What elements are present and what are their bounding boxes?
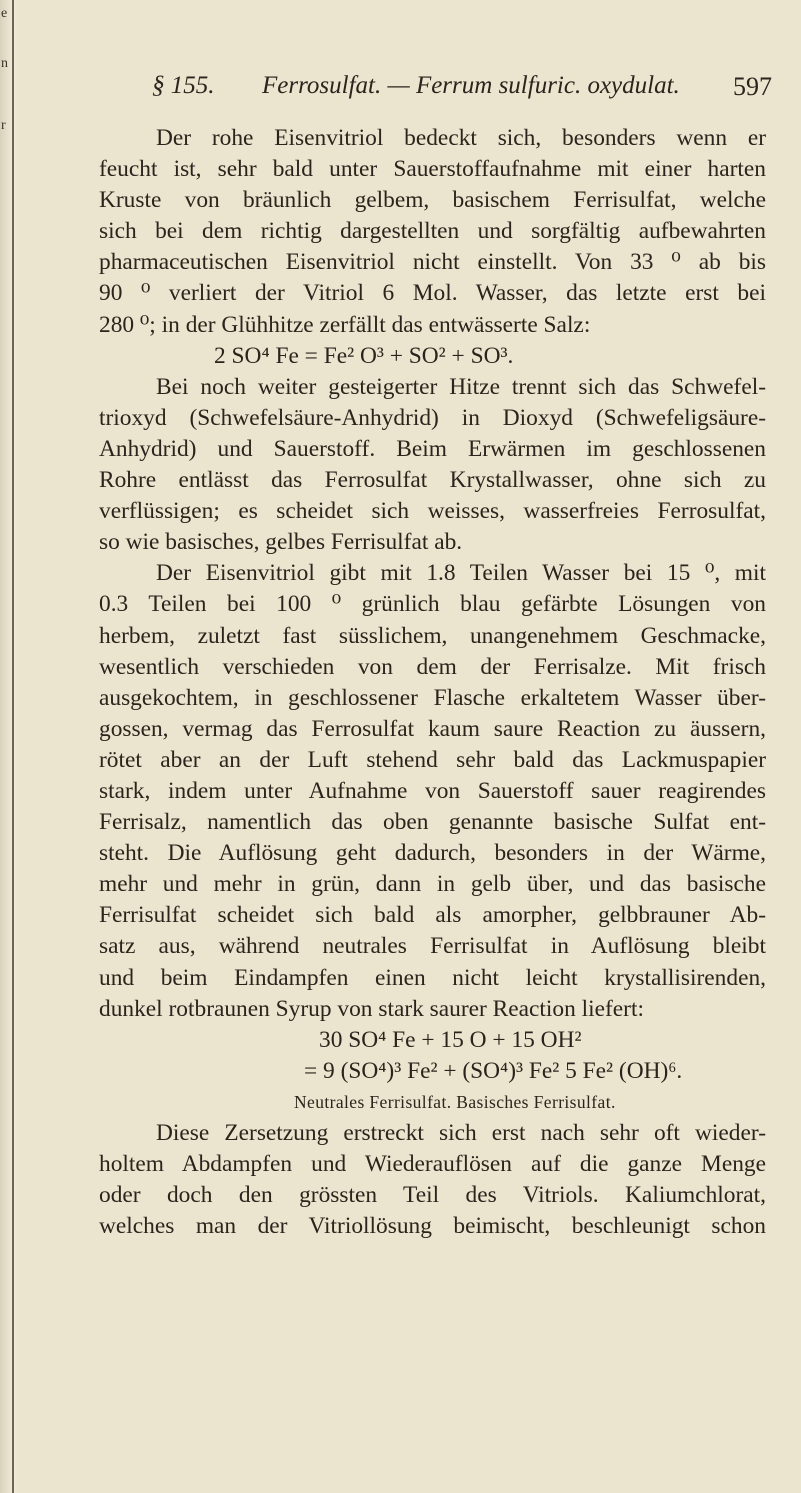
text-line: und beim Eindampfen einen nicht leicht krystallisirenden,: [99, 964, 766, 991]
margin-letter: r: [1, 118, 6, 133]
text-line: ausgekochtem, in geschlossener Flasche erkaltetem Wasser über-: [99, 684, 766, 711]
running-header: [152, 64, 772, 104]
text-line: stark, indem unter Aufnahme von Sauerstoff sauer reagirendes: [99, 777, 766, 804]
text-line: holtem Abdampfen und Wiederauflösen auf die ganze Menge: [99, 1151, 766, 1177]
text-line: Ferrisalz, namentlich das oben genannte basische Sulfat ent-: [99, 809, 766, 836]
text-line: Bei noch weiter gesteigerter Hitze trennt sich das Schwefel-: [156, 373, 766, 400]
text-line: trioxyd (Schwefelsäure-Anhydrid) in Dioxyd (Schwefeligsäure-: [99, 404, 766, 431]
text-line: 90 ⁰ verliert der Vitriol 6 Mol. Wasser, das letzte erst bei: [99, 280, 766, 307]
text-line: mehr und mehr in grün, dann in gelb über, und das basische: [99, 871, 766, 898]
text-line: satz aus, während neutrales Ferrisulfat in Auflösung bleibt: [99, 933, 766, 960]
text-line: Diese Zersetzung erstreckt sich erst nach sehr oft wieder-: [156, 1119, 766, 1146]
text-line: gossen, vermag das Ferrosulfat kaum saure Reaction zu äussern,: [99, 715, 766, 742]
text-line: feucht ist, sehr bald unter Sauerstoffaufnahme mit einer harten: [99, 156, 766, 183]
text-line: herbem, zuletzt fast süsslichem, unangenehmem Geschmacke,: [99, 622, 766, 649]
text-line: 0.3 Teilen bei 100 ⁰ grünlich blau gefärbte Lösungen von: [99, 591, 766, 618]
text-line: Anhydrid) und Sauerstoff. Beim Erwärmen im geschlossenen: [99, 435, 766, 462]
body-text: [99, 123, 766, 1242]
formula-reaction-rhs: = 9 (SO⁴)³ Fe² + (SO⁴)³ Fe² 5 Fe² (OH)⁶.: [304, 1057, 683, 1084]
formula-caption: Neutrales Ferrisulfat. Basisches Ferrisulfat.: [294, 1091, 616, 1112]
margin-letter: e: [1, 6, 8, 21]
formula-reaction-lhs: 30 SO⁴ Fe + 15 O + 15 OH²: [319, 1026, 582, 1053]
text-line: Kruste von bräunlich gelbem, basischem Ferrisulfat, welche: [99, 187, 766, 214]
text-line: dunkel rotbraunen Syrup von stark saurer Reaction liefert:: [99, 995, 644, 1022]
text-line: welches man der Vitriollösung beimischt, beschleunigt schon: [99, 1213, 766, 1240]
text-line: Rohre entlässt das Ferrosulfat Krystallwasser, ohne sich zu: [99, 467, 766, 494]
text-line: oder doch den grössten Teil des Vitriols. Kaliumchlorat,: [99, 1182, 766, 1209]
text-line: Der Eisenvitriol gibt mit 1.8 Teilen Wasser bei 15 ⁰, mit: [156, 560, 766, 587]
text-line: sich bei dem richtig dargestellten und sorgfältig aufbewahrten: [99, 218, 766, 245]
text-line: so wie basisches, gelbes Ferrisulfat ab.: [99, 529, 463, 556]
text-line: wesentlich verschieden von dem der Ferrisalze. Mit frisch: [99, 653, 766, 680]
text-line: verflüssigen; es scheidet sich weisses, wasserfreies Ferrosulfat,: [99, 498, 766, 525]
formula-decomposition: 2 SO⁴ Fe = Fe² O³ + SO² + SO³.: [214, 342, 514, 369]
page-number: 597: [733, 72, 772, 101]
header-title: Ferrosulfat. — Ferrum sulfuric. oxydulat.: [262, 72, 680, 99]
text-line: steht. Die Auflösung geht dadurch, besonders in der Wärme,: [99, 840, 766, 867]
text-line: rötet aber an der Luft stehend sehr bald das Lackmuspapier: [99, 746, 766, 773]
text-line: 280 ⁰; in der Glühhitze zerfällt das entwässerte Salz:: [99, 311, 591, 338]
text-line: Ferrisulfat scheidet sich bald als amorpher, gelbbrauner Ab-: [99, 902, 766, 929]
section-number: § 155.: [152, 72, 215, 99]
text-line: pharmaceutischen Eisenvitriol nicht einstellt. Von 33 ⁰ ab bis: [99, 249, 766, 276]
margin-letter: n: [1, 56, 8, 71]
text-line: Der rohe Eisenvitriol bedeckt sich, besonders wenn er: [156, 125, 766, 151]
